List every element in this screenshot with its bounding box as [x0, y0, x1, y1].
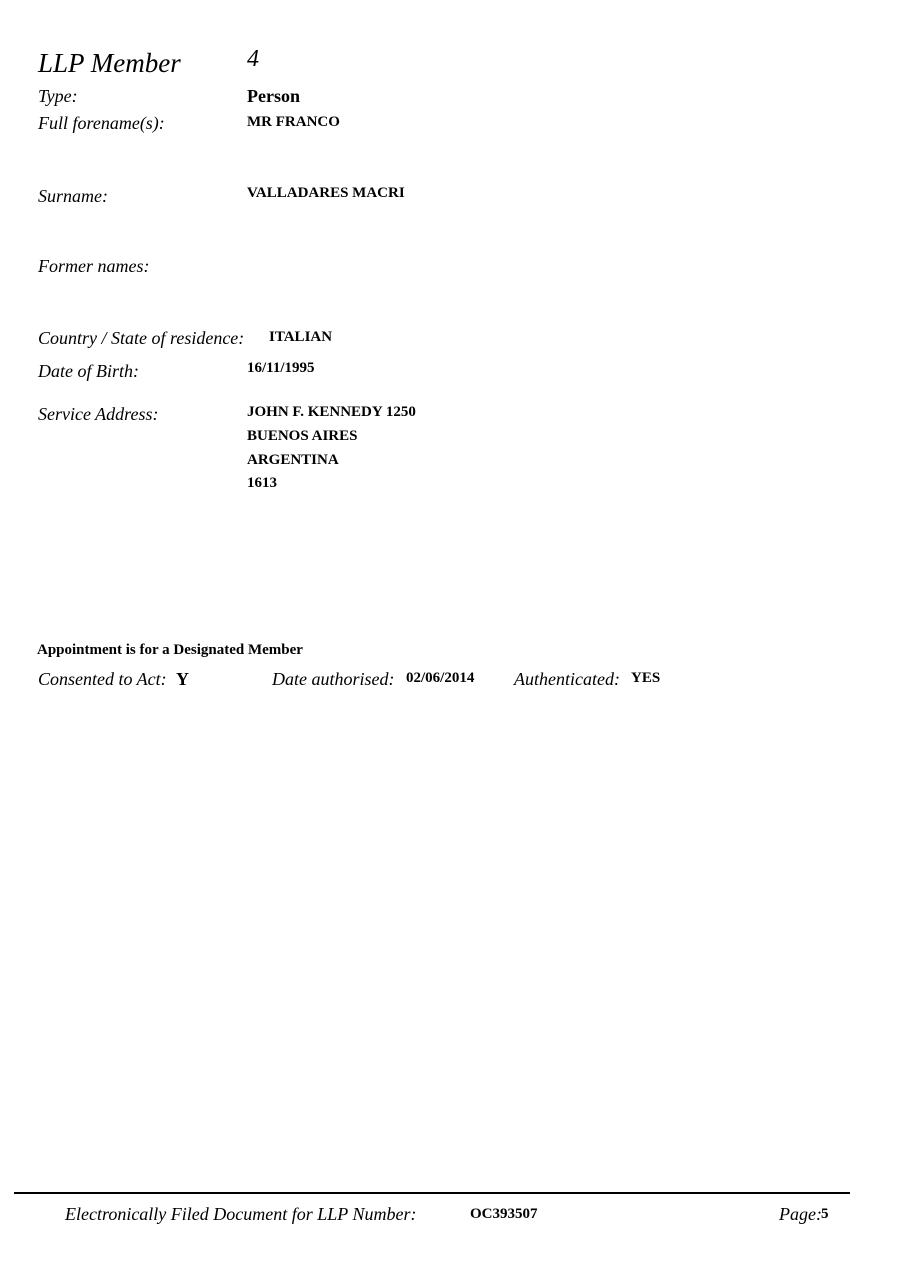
type-label: Type:	[38, 86, 78, 106]
surname-label: Surname:	[38, 186, 108, 206]
forename-value: MR FRANCO	[247, 114, 340, 130]
footer-page-number: 5	[821, 1206, 829, 1222]
authenticated-value: YES	[631, 670, 661, 686]
address-line: JOHN F. KENNEDY 1250	[247, 404, 416, 420]
footer-divider	[14, 1192, 850, 1194]
country-value: ITALIAN	[269, 329, 333, 345]
date-authorised-value: 02/06/2014	[406, 670, 475, 686]
authenticated-label: Authenticated:	[514, 669, 620, 689]
forename-label: Full forename(s):	[38, 113, 165, 133]
dob-label: Date of Birth:	[38, 361, 139, 381]
member-heading-label: LLP Member	[38, 48, 181, 78]
country-label: Country / State of residence:	[38, 328, 245, 348]
footer-page-label: Page:	[779, 1204, 822, 1224]
dob-value: 16/11/1995	[247, 360, 315, 376]
consented-value: Y	[176, 669, 189, 689]
address-line: BUENOS AIRES	[247, 428, 358, 444]
date-authorised-label: Date authorised:	[272, 669, 395, 689]
former-names-label: Former names:	[38, 256, 150, 276]
address-label: Service Address:	[38, 404, 159, 424]
type-value: Person	[247, 86, 300, 106]
member-number: 4	[247, 46, 259, 72]
footer-llp-number: OC393507	[470, 1206, 538, 1222]
consented-label: Consented to Act:	[38, 669, 167, 689]
footer-filed-label: Electronically Filed Document for LLP Number:	[65, 1204, 417, 1224]
surname-value: VALLADARES MACRI	[247, 185, 405, 201]
address-line: 1613	[247, 475, 277, 491]
appointment-note: Appointment is for a Designated Member	[37, 642, 303, 658]
address-line: ARGENTINA	[247, 452, 339, 468]
